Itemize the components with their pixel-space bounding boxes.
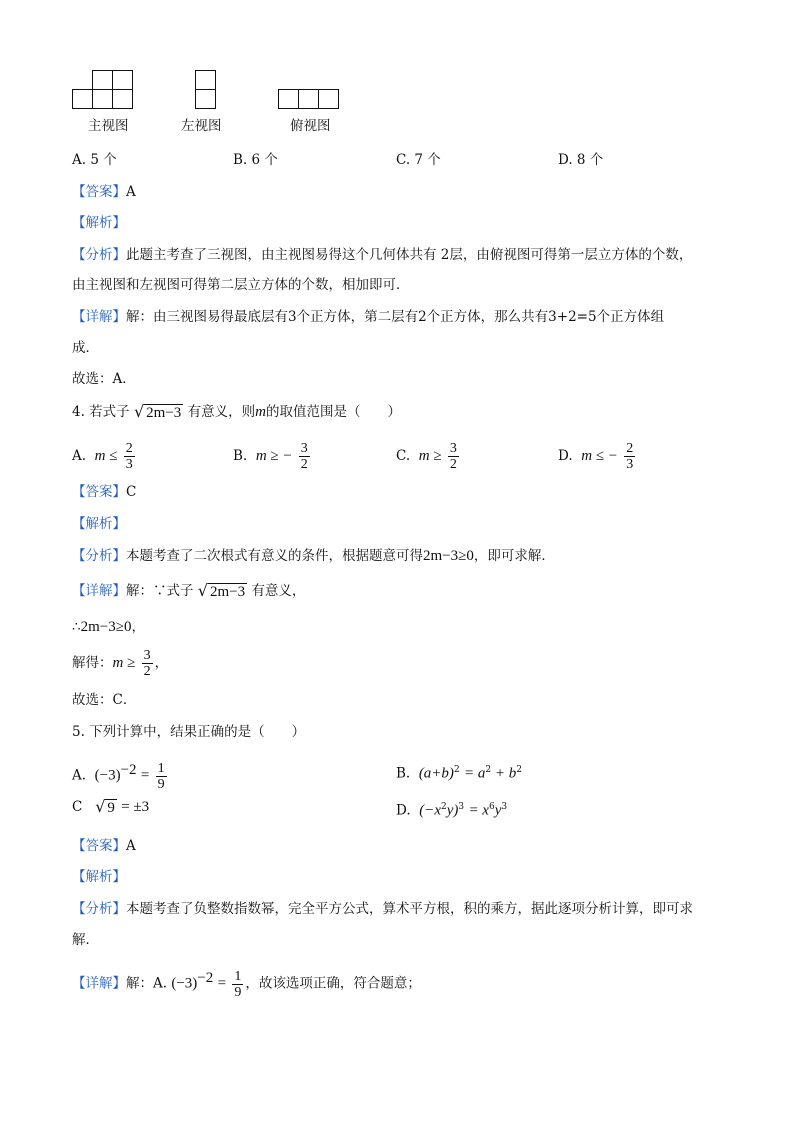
left-view-diagram — [195, 70, 217, 110]
front-view-label: 主视图 — [88, 118, 129, 134]
q4-option-b: B. m ≥ − $\frac{3}{2}$ — [233, 441, 308, 472]
q3-detail-line1: 【详解】解：由三视图易得最底层有3个正方体，第二层有2个正方体，那么共有3+2=5个正方体组 — [72, 309, 665, 325]
q4-stem: 4. 若式子 √ 2m−3 有意义，则m的取值范围是（ ） — [72, 402, 401, 421]
q3-analysis-line1: 【分析】此题主考查了三视图，由主视图易得这个几何体共有 2层，由俯视图可得第一层立方体的个数， — [72, 247, 693, 263]
q5-option-d: D. $(-x^2y)^3 = x^6y^3$ — [396, 802, 508, 819]
q3-jiexi: 【解析】 — [72, 215, 126, 231]
left-view-label: 左视图 — [181, 118, 222, 134]
q4-radical: √ 2m−3 — [133, 402, 182, 421]
q4-jiexi: 【解析】 — [72, 516, 126, 532]
q5-analysis-line1: 【分析】本题考查了负整数指数幂，完全平方公式，算术平方根，积的乘方，据此逐项分析计算，即可求 — [72, 901, 693, 917]
q5-option-a: A. $(-3)^{-2}$ = $\frac{1}{9}$ — [72, 760, 165, 792]
q5-analysis-line2: 解． — [72, 932, 99, 948]
q4-answer: 【答案】C — [72, 484, 137, 500]
q3-analysis-line2: 由主视图和左视图可得第二层立方体的个数，相加即可． — [72, 277, 410, 293]
q4-option-d: D. m ≤ − $\frac{2}{3}$ — [558, 441, 634, 472]
q3-detail-line2: 成． — [72, 340, 99, 356]
top-view-diagram — [278, 89, 340, 110]
q3-answer: 【答案】A — [72, 184, 136, 200]
q4-therefore: ∴2m−3≥0， — [72, 619, 145, 635]
q5-option-b: B. $(a+b)^2 = a^2 + b^2$ — [396, 765, 522, 782]
q5-stem: 5. 下列计算中，结果正确的是（ ） — [72, 724, 306, 740]
q4-option-a: A. m ≤ $\frac{2}{3}$ — [72, 441, 133, 472]
q4-detail: 【详解】解：∵式子 √ 2m−3 有意义， — [72, 581, 306, 600]
q5-detail: 【详解】解：A. $(-3)^{-2}$ = $\frac{1}{9}$ ，故该选项正确，符合题意； — [72, 968, 421, 1000]
q3-option-b: B. 6 个 — [233, 152, 278, 168]
q3-option-c: C. 7 个 — [396, 152, 441, 168]
q5-option-c: C √ 9 = ±3 — [72, 797, 150, 816]
q5-jiexi: 【解析】 — [72, 869, 126, 885]
front-view-diagram — [72, 70, 134, 110]
q5-answer: 【答案】A — [72, 838, 136, 854]
q4-analysis: 【分析】本题考查了二次根式有意义的条件，根据题意可得2m−3≥0，即可求解． — [72, 548, 555, 564]
q4-option-c: C. m ≥ $\frac{3}{2}$ — [396, 441, 457, 472]
q3-option-a: A. 5 个 — [72, 152, 117, 168]
top-view-label: 俯视图 — [290, 118, 331, 134]
q3-choice: 故选：A． — [72, 371, 136, 387]
q4-choice: 故选：C． — [72, 692, 137, 708]
q3-option-d: D. 8 个 — [558, 152, 604, 168]
q4-solve: 解得：m ≥ $\frac{3}{2}$ ， — [72, 648, 169, 679]
